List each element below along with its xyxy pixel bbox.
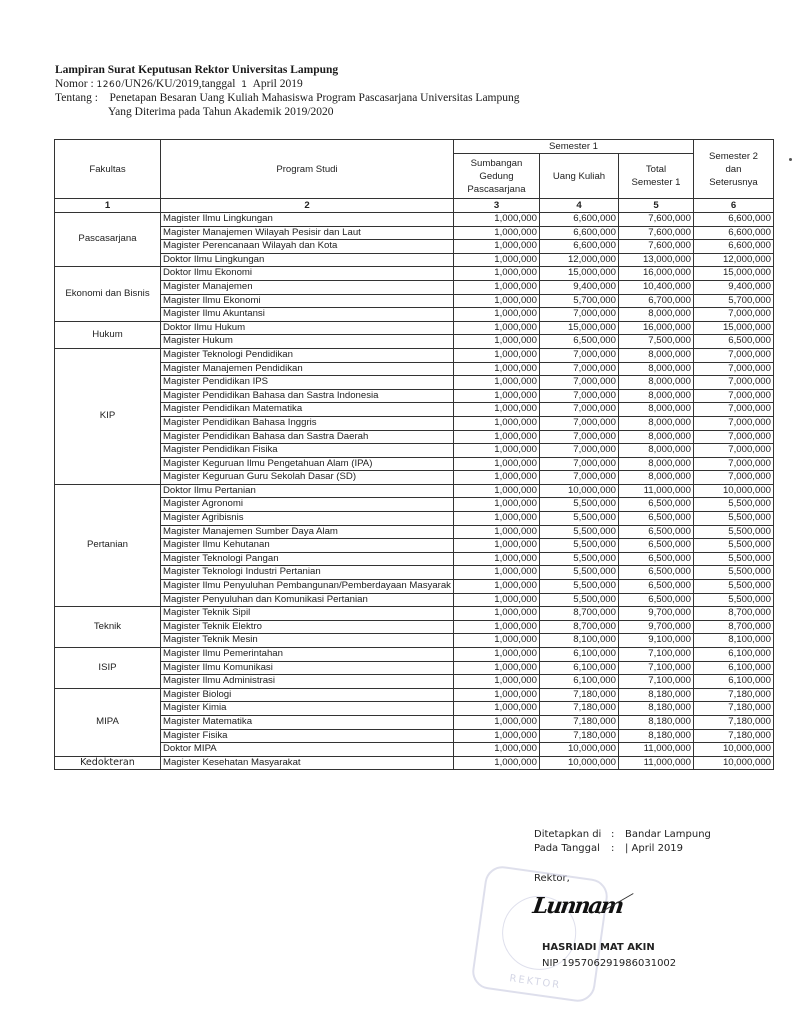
- fee-table: [54, 139, 774, 770]
- sumbangan-cell: 1,000,000: [453, 566, 539, 580]
- fakultas-cell: Teknik: [55, 607, 161, 648]
- header-semester-2: Semester 2 dan Seterusnya: [693, 140, 773, 199]
- header-total-semester-1: Total Semester 1: [618, 154, 693, 199]
- semester2-cell: 6,600,000: [693, 240, 773, 254]
- sumbangan-cell: 1,000,000: [453, 335, 539, 349]
- uang-kuliah-cell: 7,000,000: [539, 403, 618, 417]
- table-row: [55, 240, 774, 254]
- sumbangan-cell: 1,000,000: [453, 688, 539, 702]
- signatory: [542, 940, 676, 972]
- rektor-role: Rektor,: [534, 873, 570, 884]
- program-cell: Magister Ilmu Pemerintahan: [161, 648, 454, 662]
- sumbangan-cell: 1,000,000: [453, 348, 539, 362]
- program-cell: Magister Agribisnis: [161, 512, 454, 526]
- sumbangan-cell: 1,000,000: [453, 525, 539, 539]
- semester2-cell: 5,500,000: [693, 593, 773, 607]
- program-cell: Magister Teknologi Industri Pertanian: [161, 566, 454, 580]
- sumbangan-cell: 1,000,000: [453, 593, 539, 607]
- table-row: [55, 648, 774, 662]
- header-program-studi: Program Studi: [161, 140, 454, 199]
- program-cell: Magister Ilmu Penyuluhan Pembangunan/Pemberdayaan Masyarak: [161, 580, 454, 594]
- official-stamp-icon: REKTOR: [470, 864, 610, 1004]
- semester2-cell: 7,000,000: [693, 457, 773, 471]
- uang-kuliah-cell: 7,000,000: [539, 376, 618, 390]
- semester2-cell: 15,000,000: [693, 267, 773, 281]
- total-cell: 6,500,000: [618, 539, 693, 553]
- uang-kuliah-cell: 7,180,000: [539, 688, 618, 702]
- uang-kuliah-cell: 7,000,000: [539, 362, 618, 376]
- semester2-cell: 8,700,000: [693, 607, 773, 621]
- uang-kuliah-cell: 6,600,000: [539, 213, 618, 227]
- total-cell: 9,700,000: [618, 620, 693, 634]
- table-row: [55, 525, 774, 539]
- header-semester-1: Semester 1: [453, 140, 693, 154]
- total-cell: 8,000,000: [618, 457, 693, 471]
- table-row: [55, 756, 774, 770]
- table-row: [55, 661, 774, 675]
- program-cell: Magister Ilmu Lingkungan: [161, 213, 454, 227]
- table-row: [55, 729, 774, 743]
- program-cell: Magister Matematika: [161, 715, 454, 729]
- total-cell: 8,180,000: [618, 729, 693, 743]
- program-cell: Magister Penyuluhan dan Komunikasi Pertanian: [161, 593, 454, 607]
- uang-kuliah-cell: 5,500,000: [539, 552, 618, 566]
- uang-kuliah-cell: 5,500,000: [539, 512, 618, 526]
- total-cell: 7,600,000: [618, 226, 693, 240]
- fakultas-cell: MIPA: [55, 688, 161, 756]
- program-cell: Magister Pendidikan Matematika: [161, 403, 454, 417]
- table-row: [55, 688, 774, 702]
- program-cell: Magister Ilmu Komunikasi: [161, 661, 454, 675]
- table-row: [55, 213, 774, 227]
- total-cell: 10,400,000: [618, 280, 693, 294]
- semester2-cell: 7,000,000: [693, 308, 773, 322]
- program-cell: Magister Keguruan Guru Sekolah Dasar (SD): [161, 471, 454, 485]
- semester2-cell: 5,500,000: [693, 580, 773, 594]
- handwritten-signature: Lunnam: [531, 893, 624, 919]
- sumbangan-cell: 1,000,000: [453, 512, 539, 526]
- uang-kuliah-cell: 5,500,000: [539, 580, 618, 594]
- sumbangan-cell: 1,000,000: [453, 362, 539, 376]
- total-cell: 13,000,000: [618, 253, 693, 267]
- total-cell: 11,000,000: [618, 484, 693, 498]
- document-header: [55, 64, 520, 119]
- total-cell: 16,000,000: [618, 321, 693, 335]
- sumbangan-cell: 1,000,000: [453, 471, 539, 485]
- sumbangan-cell: 1,000,000: [453, 498, 539, 512]
- program-cell: Doktor Ilmu Lingkungan: [161, 253, 454, 267]
- table-row: [55, 457, 774, 471]
- total-cell: 8,000,000: [618, 308, 693, 322]
- sumbangan-cell: 1,000,000: [453, 675, 539, 689]
- sumbangan-cell: 1,000,000: [453, 226, 539, 240]
- total-cell: 6,500,000: [618, 498, 693, 512]
- semester2-cell: 7,180,000: [693, 702, 773, 716]
- table-row: [55, 294, 774, 308]
- sumbangan-cell: 1,000,000: [453, 620, 539, 634]
- program-cell: Magister Ilmu Akuntansi: [161, 308, 454, 322]
- semester2-cell: 5,500,000: [693, 512, 773, 526]
- uang-kuliah-cell: 8,700,000: [539, 607, 618, 621]
- semester2-cell: 5,500,000: [693, 552, 773, 566]
- semester2-cell: 7,180,000: [693, 715, 773, 729]
- table-row: [55, 512, 774, 526]
- sumbangan-cell: 1,000,000: [453, 253, 539, 267]
- uang-kuliah-cell: 7,000,000: [539, 444, 618, 458]
- program-cell: Doktor MIPA: [161, 743, 454, 757]
- table-row: [55, 484, 774, 498]
- uang-kuliah-cell: 6,100,000: [539, 648, 618, 662]
- nomor-line: [55, 78, 520, 93]
- uang-kuliah-cell: 6,600,000: [539, 226, 618, 240]
- program-cell: Magister Agronomi: [161, 498, 454, 512]
- scan-speck: [789, 158, 792, 161]
- program-cell: Magister Manajemen Wilayah Pesisir dan Laut: [161, 226, 454, 240]
- table-row: [55, 430, 774, 444]
- program-cell: Magister Kimia: [161, 702, 454, 716]
- table-row: [55, 335, 774, 349]
- tanggal-handwritten: 1: [241, 79, 248, 90]
- program-cell: Magister Perencanaan Wilayah dan Kota: [161, 240, 454, 254]
- semester2-cell: 7,180,000: [693, 688, 773, 702]
- sumbangan-cell: 1,000,000: [453, 729, 539, 743]
- uang-kuliah-cell: 7,000,000: [539, 348, 618, 362]
- column-number-row: [55, 199, 774, 213]
- table-row: [55, 403, 774, 417]
- table-row: [55, 498, 774, 512]
- total-cell: 6,500,000: [618, 525, 693, 539]
- total-cell: 7,600,000: [618, 240, 693, 254]
- semester2-cell: 5,500,000: [693, 566, 773, 580]
- sumbangan-cell: 1,000,000: [453, 484, 539, 498]
- sumbangan-cell: 1,000,000: [453, 661, 539, 675]
- uang-kuliah-cell: 7,000,000: [539, 389, 618, 403]
- table-row: [55, 389, 774, 403]
- fakultas-cell: Kedokteran: [55, 756, 161, 770]
- total-cell: 9,700,000: [618, 607, 693, 621]
- program-cell: Doktor Ilmu Pertanian: [161, 484, 454, 498]
- tentang-label: Tentang :: [55, 92, 98, 104]
- sumbangan-cell: 1,000,000: [453, 416, 539, 430]
- table-row: [55, 321, 774, 335]
- uang-kuliah-cell: 7,000,000: [539, 471, 618, 485]
- total-cell: 7,100,000: [618, 648, 693, 662]
- header-fakultas: Fakultas: [55, 140, 161, 199]
- table-row: [55, 593, 774, 607]
- semester2-cell: 5,500,000: [693, 539, 773, 553]
- nomor-handwritten: 1260: [96, 79, 122, 90]
- signature-block: Ditetapkan di : Bandar Lampung Pada Tanggal : | April 2019 Rektor,: [534, 829, 711, 884]
- table-row: [55, 416, 774, 430]
- semester2-cell: 7,000,000: [693, 348, 773, 362]
- uang-kuliah-cell: 5,500,000: [539, 539, 618, 553]
- total-cell: 6,700,000: [618, 294, 693, 308]
- sumbangan-cell: 1,000,000: [453, 580, 539, 594]
- program-cell: Magister Hukum: [161, 335, 454, 349]
- uang-kuliah-cell: 15,000,000: [539, 321, 618, 335]
- sumbangan-cell: 1,000,000: [453, 444, 539, 458]
- column-number: 2: [161, 199, 454, 213]
- program-cell: Magister Pendidikan Bahasa Inggris: [161, 416, 454, 430]
- program-cell: Magister Teknik Sipil: [161, 607, 454, 621]
- total-cell: 8,180,000: [618, 688, 693, 702]
- table-row: [55, 444, 774, 458]
- total-cell: 8,000,000: [618, 444, 693, 458]
- table-row: [55, 539, 774, 553]
- uang-kuliah-cell: 6,100,000: [539, 661, 618, 675]
- column-number: 4: [539, 199, 618, 213]
- total-cell: 8,180,000: [618, 715, 693, 729]
- sumbangan-cell: 1,000,000: [453, 308, 539, 322]
- sumbangan-cell: 1,000,000: [453, 648, 539, 662]
- uang-kuliah-cell: 12,000,000: [539, 253, 618, 267]
- table-row: [55, 253, 774, 267]
- uang-kuliah-cell: 7,180,000: [539, 702, 618, 716]
- semester2-cell: 8,100,000: [693, 634, 773, 648]
- total-cell: 8,000,000: [618, 348, 693, 362]
- program-cell: Magister Fisika: [161, 729, 454, 743]
- total-cell: 8,000,000: [618, 416, 693, 430]
- sumbangan-cell: 1,000,000: [453, 634, 539, 648]
- semester2-cell: 6,100,000: [693, 661, 773, 675]
- semester2-cell: 7,180,000: [693, 729, 773, 743]
- semester2-cell: 5,500,000: [693, 498, 773, 512]
- uang-kuliah-cell: 6,100,000: [539, 675, 618, 689]
- program-cell: Magister Ilmu Administrasi: [161, 675, 454, 689]
- program-cell: Magister Pendidikan Bahasa dan Sastra Daerah: [161, 430, 454, 444]
- fakultas-cell: KIP: [55, 348, 161, 484]
- column-number: 5: [618, 199, 693, 213]
- total-cell: 8,000,000: [618, 362, 693, 376]
- total-cell: 8,180,000: [618, 702, 693, 716]
- signatory-name: HASRIADI MAT AKIN: [542, 942, 655, 953]
- document-title: Lampiran Surat Keputusan Rektor Universitas Lampung: [55, 64, 339, 76]
- uang-kuliah-cell: 8,100,000: [539, 634, 618, 648]
- uang-kuliah-cell: 5,500,000: [539, 593, 618, 607]
- table-row: [55, 675, 774, 689]
- total-cell: 7,100,000: [618, 675, 693, 689]
- program-cell: Magister Keguruan Ilmu Pengetahuan Alam (IPA): [161, 457, 454, 471]
- table-row: [55, 226, 774, 240]
- sumbangan-cell: 1,000,000: [453, 607, 539, 621]
- table-row: [55, 634, 774, 648]
- program-cell: Magister Teknologi Pendidikan: [161, 348, 454, 362]
- sumbangan-cell: 1,000,000: [453, 743, 539, 757]
- semester2-cell: 7,000,000: [693, 376, 773, 390]
- table-row: [55, 580, 774, 594]
- tanggal-value: | April 2019: [625, 843, 684, 854]
- table-row: [55, 348, 774, 362]
- table-row: [55, 702, 774, 716]
- tentang-text-2: Yang Diterima pada Tahun Akademik 2019/2020: [108, 105, 334, 118]
- sumbangan-cell: 1,000,000: [453, 267, 539, 281]
- program-cell: Magister Teknik Elektro: [161, 620, 454, 634]
- fakultas-cell: Pertanian: [55, 484, 161, 606]
- semester2-cell: 7,000,000: [693, 416, 773, 430]
- total-cell: 16,000,000: [618, 267, 693, 281]
- sumbangan-cell: 1,000,000: [453, 213, 539, 227]
- tentang-text-1: Penetapan Besaran Uang Kuliah Mahasiswa Program Pascasarjana Universitas Lampung: [109, 92, 520, 104]
- total-cell: 6,500,000: [618, 566, 693, 580]
- semester2-cell: 10,000,000: [693, 743, 773, 757]
- uang-kuliah-cell: 9,400,000: [539, 280, 618, 294]
- uang-kuliah-cell: 10,000,000: [539, 743, 618, 757]
- tanggal-label: Pada Tanggal: [534, 843, 600, 854]
- uang-kuliah-cell: 10,000,000: [539, 484, 618, 498]
- sumbangan-cell: 1,000,000: [453, 321, 539, 335]
- total-cell: 7,600,000: [618, 213, 693, 227]
- uang-kuliah-cell: 5,500,000: [539, 498, 618, 512]
- table-row: [55, 566, 774, 580]
- semester2-cell: 10,000,000: [693, 484, 773, 498]
- uang-kuliah-cell: 7,000,000: [539, 308, 618, 322]
- table-row: [55, 471, 774, 485]
- uang-kuliah-cell: 15,000,000: [539, 267, 618, 281]
- semester2-cell: 7,000,000: [693, 430, 773, 444]
- uang-kuliah-cell: 5,500,000: [539, 566, 618, 580]
- uang-kuliah-cell: 7,000,000: [539, 416, 618, 430]
- program-cell: Magister Kesehatan Masyarakat: [161, 756, 454, 770]
- sumbangan-cell: 1,000,000: [453, 539, 539, 553]
- semester2-cell: 7,000,000: [693, 403, 773, 417]
- total-cell: 8,000,000: [618, 471, 693, 485]
- uang-kuliah-cell: 7,180,000: [539, 715, 618, 729]
- uang-kuliah-cell: 10,000,000: [539, 756, 618, 770]
- program-cell: Magister Ilmu Ekonomi: [161, 294, 454, 308]
- semester2-cell: 9,400,000: [693, 280, 773, 294]
- header-uang-kuliah: Uang Kuliah: [539, 154, 618, 199]
- table-row: [55, 362, 774, 376]
- program-cell: Magister Manajemen Sumber Daya Alam: [161, 525, 454, 539]
- sumbangan-cell: 1,000,000: [453, 280, 539, 294]
- program-cell: Magister Biologi: [161, 688, 454, 702]
- nomor-text: /UN26/KU/2019,tanggal: [121, 77, 236, 90]
- semester2-cell: 6,100,000: [693, 675, 773, 689]
- total-cell: 8,000,000: [618, 430, 693, 444]
- fakultas-cell: Ekonomi dan Bisnis: [55, 267, 161, 321]
- fakultas-cell: Pascasarjana: [55, 213, 161, 267]
- program-cell: Doktor Ilmu Hukum: [161, 321, 454, 335]
- program-cell: Doktor Ilmu Ekonomi: [161, 267, 454, 281]
- semester2-cell: 7,000,000: [693, 362, 773, 376]
- total-cell: 6,500,000: [618, 552, 693, 566]
- sumbangan-cell: 1,000,000: [453, 430, 539, 444]
- total-cell: 8,000,000: [618, 376, 693, 390]
- uang-kuliah-cell: 7,000,000: [539, 430, 618, 444]
- column-number: 3: [453, 199, 539, 213]
- sumbangan-cell: 1,000,000: [453, 389, 539, 403]
- program-cell: Magister Pendidikan IPS: [161, 376, 454, 390]
- total-cell: 7,500,000: [618, 335, 693, 349]
- total-cell: 6,500,000: [618, 593, 693, 607]
- semester2-cell: 10,000,000: [693, 756, 773, 770]
- uang-kuliah-cell: 5,500,000: [539, 525, 618, 539]
- program-cell: Magister Pendidikan Fisika: [161, 444, 454, 458]
- uang-kuliah-cell: 7,180,000: [539, 729, 618, 743]
- header-sumbangan-gedung: Sumbangan Gedung Pascasarjana: [453, 154, 539, 199]
- semester2-cell: 6,100,000: [693, 648, 773, 662]
- semester2-cell: 7,000,000: [693, 444, 773, 458]
- uang-kuliah-cell: 6,600,000: [539, 240, 618, 254]
- program-cell: Magister Manajemen Pendidikan: [161, 362, 454, 376]
- total-cell: 6,500,000: [618, 512, 693, 526]
- sumbangan-cell: 1,000,000: [453, 756, 539, 770]
- table-row: [55, 280, 774, 294]
- table-row: [55, 552, 774, 566]
- program-cell: Magister Manajemen: [161, 280, 454, 294]
- uang-kuliah-cell: 7,000,000: [539, 457, 618, 471]
- table-row: [55, 308, 774, 322]
- semester2-cell: 7,000,000: [693, 471, 773, 485]
- total-cell: 11,000,000: [618, 756, 693, 770]
- table-row: [55, 376, 774, 390]
- total-cell: 7,100,000: [618, 661, 693, 675]
- semester2-cell: 8,700,000: [693, 620, 773, 634]
- semester2-cell: 6,500,000: [693, 335, 773, 349]
- ditetapkan-label: Ditetapkan di: [534, 829, 602, 840]
- total-cell: 8,000,000: [618, 389, 693, 403]
- fakultas-cell: Hukum: [55, 321, 161, 348]
- total-cell: 6,500,000: [618, 580, 693, 594]
- semester2-cell: 5,500,000: [693, 525, 773, 539]
- total-cell: 9,100,000: [618, 634, 693, 648]
- sumbangan-cell: 1,000,000: [453, 715, 539, 729]
- table-row: [55, 620, 774, 634]
- signatory-nip: NIP 195706291986031002: [542, 958, 677, 969]
- program-cell: Magister Ilmu Kehutanan: [161, 539, 454, 553]
- table-row: [55, 715, 774, 729]
- table-row: [55, 743, 774, 757]
- semester2-cell: 12,000,000: [693, 253, 773, 267]
- sumbangan-cell: 1,000,000: [453, 552, 539, 566]
- sumbangan-cell: 1,000,000: [453, 240, 539, 254]
- semester2-cell: 5,700,000: [693, 294, 773, 308]
- semester2-cell: 7,000,000: [693, 389, 773, 403]
- total-cell: 11,000,000: [618, 743, 693, 757]
- ditetapkan-value: Bandar Lampung: [625, 829, 711, 840]
- table-row: [55, 267, 774, 281]
- sumbangan-cell: 1,000,000: [453, 294, 539, 308]
- nomor-label: Nomor :: [55, 77, 94, 90]
- sumbangan-cell: 1,000,000: [453, 702, 539, 716]
- sumbangan-cell: 1,000,000: [453, 403, 539, 417]
- fee-table-body: [55, 213, 774, 770]
- program-cell: Magister Teknik Mesin: [161, 634, 454, 648]
- column-number: 6: [693, 199, 773, 213]
- table-row: [55, 607, 774, 621]
- program-cell: Magister Pendidikan Bahasa dan Sastra Indonesia: [161, 389, 454, 403]
- total-cell: 8,000,000: [618, 403, 693, 417]
- semester2-cell: 6,600,000: [693, 226, 773, 240]
- tanggal-text: April 2019: [252, 77, 303, 90]
- column-number: 1: [55, 199, 161, 213]
- semester2-cell: 15,000,000: [693, 321, 773, 335]
- tentang-line: [55, 92, 520, 106]
- sumbangan-cell: 1,000,000: [453, 457, 539, 471]
- uang-kuliah-cell: 8,700,000: [539, 620, 618, 634]
- uang-kuliah-cell: 6,500,000: [539, 335, 618, 349]
- semester2-cell: 6,600,000: [693, 213, 773, 227]
- fakultas-cell: ISIP: [55, 648, 161, 689]
- sumbangan-cell: 1,000,000: [453, 376, 539, 390]
- program-cell: Magister Teknologi Pangan: [161, 552, 454, 566]
- uang-kuliah-cell: 5,700,000: [539, 294, 618, 308]
